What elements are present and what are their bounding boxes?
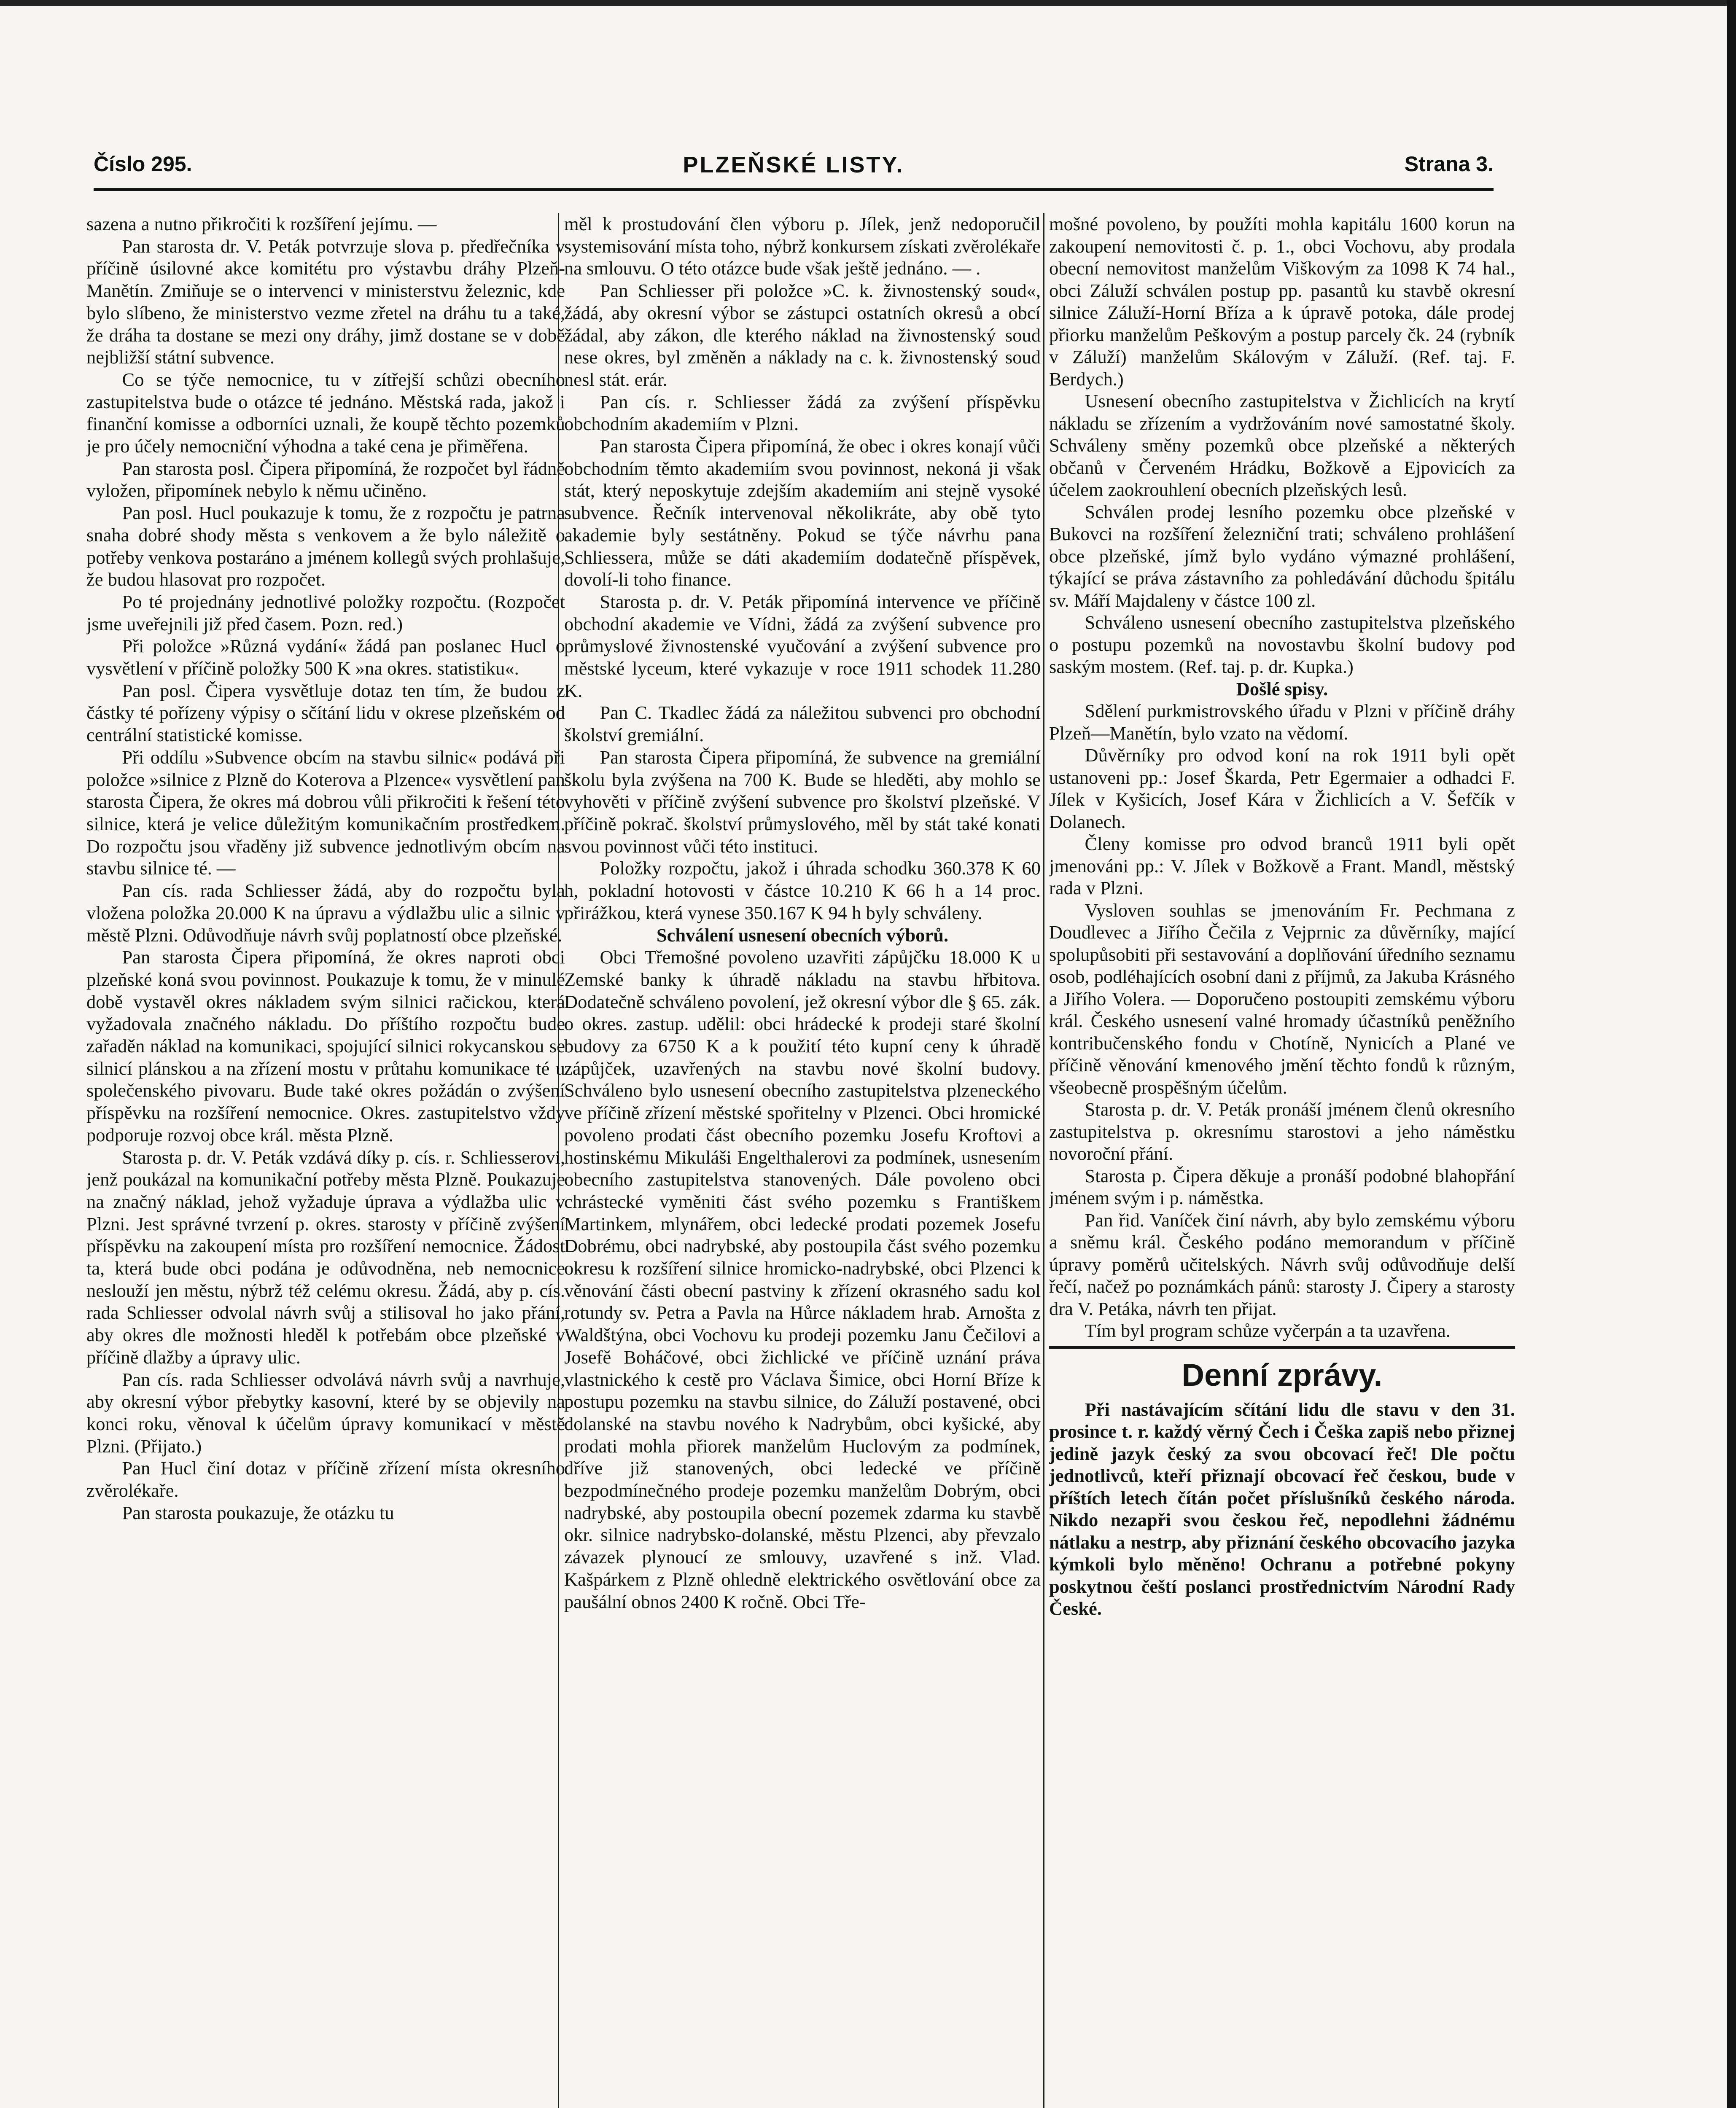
paragraph: Při položce »Různá vydání« žádá pan poslanec Hucl o vysvětlení v příčině položky 500 K »na okres. statistiku«. [86,635,565,679]
paragraph: Pan starosta dr. V. Peták potvrzuje slova p. předřečníka v příčině úsilovné akce komitétu pro výstavbu dráhy Plzeň-Manětín. Zmiňuje se o intervenci v ministerstvu železnic, kde bylo slíbeno, že ministerstvo vezme zřetel na dráhu tu a také, že dráha ta dostane se mezi ony dráhy, jimž dostane se v době nejbližší státní subvence. [86,235,565,368]
paragraph: Starosta p. dr. V. Peták pronáší jménem členů okresního zastupitelstva p. okresnímu starostovi a jeho náměstku novoroční přání. [1049,1099,1515,1164]
news-paragraph: Při nastávajícím sčítání lidu dle stavu v den 31. prosince t. r. každý věrný Čech i Češka zapiš nebo přiznej jedině jazyk český za svou obcovací řeč! Dle počtu jednotlivců, kteří přiznají obcovací řeč českou, bude v příštích letech čítán počet příslušníků českého národa. Nikdo nezapři svou českou řeč, nepodlehni žádnému nátlaku a nestrp, aby přiznání českého obcovacího jazyka kýmkoli bylo měněno! Ochranu a potřebné pokyny poskytnou čeští poslanci prostřednictvím Národní Rady České. [1049,1398,1515,1619]
paragraph: měl k prostudování člen výboru p. Jílek, jenž nedoporučil systemisování místa toho, nýbrž konkursem získati zvěrolékaře na smlouvu. O této otázce bude však ještě jednáno. — . [564,213,1041,279]
paragraph: Pan C. Tkadlec žádá za náležitou subvenci pro obchodní školství gremiální. [564,702,1041,746]
paragraph: Usnesení obecního zastupitelstva v Žichlicích na krytí nákladu se zřízením a vydržováním nové samostatné školy. Schváleny směny pozemků obce plzeňské a některých občanů v Červeném Hrádku, Božkově a Ejpovicích za účelem zaokrouhlení obecních plzeňských lesů. [1049,390,1515,500]
paragraph: sazena a nutno přikročiti k rozšíření jejímu. — [86,213,437,234]
page-number: Strana 3. [1404,152,1494,176]
newspaper-title: PLZEŇSKÉ LISTY. [683,152,904,177]
paragraph: Pan starosta Čipera připomíná, že subvence na gremiální školu byla zvýšena na 700 K. Bude se hleděti, aby mohlo se vyhověti v příčině zvýšení subvence pro školství plzeňské. V příčině pokrač. školství průmyslového, měl by stát také konati svou povinnost vůči této instituci. [564,746,1041,857]
scan-right-edge [1727,0,1736,2108]
column-1 [86,213,565,2108]
column-2 [564,213,1041,2108]
scan-top-edge [0,0,1736,6]
paragraph: Tím byl program schůze vyčerpán a ta uzavřena. [1085,1320,1451,1342]
paragraph: Co se týče nemocnice, tu v zítřejší schůzi obecního zastupitelstva bude o otázce té jednáno. Městská rada, jakož i finanční komisse a odborníci uznali, že koupě těchto pozemků je pro účely nemocniční výhodna a také cena je přiměřena. [86,368,565,457]
paragraph: Členy komisse pro odvod branců 1911 byli opět jmenováni pp.: V. Jílek v Božkově a Frant. Mandl, městský rada v Plzni. [1049,833,1515,899]
column-3 [1049,213,1515,2108]
paragraph: Schválen prodej lesního pozemku obce plzeňské v Bukovci na rozšíření železniční trati; schváleno prohlášení obce plzeňské, jímž bylo vydáno výmazné prohlášení, týkající se práva zástavního za pohledávání důchodu špitálu sv. Máří Majdaleny v částce 100 zl. [1049,501,1515,611]
paragraph: Starosta p. dr. V. Peták připomíná intervence ve příčině obchodní akademie ve Vídni, žádá za zvýšení subvence pro průmyslové živnostenské vyučování a zvýšení subvence pro městské lyceum, které vykazuje v roce 1911 schodek 11.280 K. [564,591,1041,701]
paragraph: Pan řid. Vaníček činí návrh, aby bylo zemskému výboru a sněmu král. Českého podáno memorandum v příčině úpravy poměrů učitelských. Návrh svůj odůvodňuje delší řečí, načež po poznámkách pánů: starosty J. Čipery a starosty dra V. Petáka, návrh ten přijat. [1049,1209,1515,1319]
section-rule [1049,1346,1515,1349]
paragraph: Pan cís. r. Schliesser žádá za zvýšení příspěvku obchodním akademiím v Plzni. [564,391,1041,435]
paragraph: Důvěrníky pro odvod koní na rok 1911 byli opět ustanoveni pp.: Josef Škarda, Petr Egermaier a odhadci F. Jílek v Kyšicích, Josef Kára v Žichlicích a V. Šefčík v Dolanech. [1049,745,1515,832]
paragraph: Vysloven souhlas se jmenováním Fr. Pechmana z Doudlevec a Jiřího Čečila z Vejprnic za důvěrníky, mající spolupůsobiti při sestavování a doplňování úředního seznamu osob, podléhajících osobní dani z příjmů, za Jakuba Krásného a Jiřího Volera. — Doporučeno postoupiti zemskému výboru král. Českého usnesení valné hromady účastníků peněžního kontribučenského fondu v Chotíně, Nynicích a Plané ve příčině věnování kmenového jmění těchto fondů k různým, všeobecně prospěšným účelům. [1049,899,1515,1098]
paragraph: Položky rozpočtu, jakož i úhrada schodku 360.378 K 60 h, pokladní hotovosti v částce 10.210 K 66 h a 14 proc. přirážkou, která vynese 350.167 K 94 h byly schváleny. [564,858,1041,923]
section-heading-denni-zpravy: Denní zprávy. [1182,1357,1383,1393]
page-header [94,152,1494,186]
paragraph: Pan Hucl činí dotaz v příčině zřízení místa okresního zvěrolékaře. [86,1457,565,1501]
section-subheading: Došlé spisy. [1236,678,1328,699]
paragraph: Pan cís. rada Schliesser odvolává návrh svůj a navrhuje, aby okresní výbor přebytky kasovní, které by se objevily na konci roku, věnoval k účelům úpravy komunikací v městě Plzni. (Přijato.) [86,1369,565,1457]
issue-number: Číslo 295. [94,152,192,176]
paragraph: Pan starosta poukazuje, že otázku tu [122,1502,394,1523]
section-subheading: Schválení usnesení obecních výborů. [656,924,949,946]
paragraph: Pan starosta posl. Čipera připomíná, že rozpočet byl řádně vyložen, připomínek nebylo k němu učiněno. [86,457,565,501]
paragraph: mošné povoleno, by použíti mohla kapitálu 1600 korun na zakoupení nemovitosti č. p. 1., obci Vochovu, aby prodala obecní nemovitost manželům Viškovým za 1098 K 74 hal., obci Záluží schválen postup pp. pasantů ku stavbě okresní silnice Záluží-Horní Bříza a k úpravě potoka, dále prodej přiorku manželům Peškovým a postup parcely čk. 24 (rybník v Záluží) manželům Skálovým v Záluží. (Ref. taj. F. Berdych.) [1049,213,1515,390]
paragraph: Po té projednány jednotlivé položky rozpočtu. (Rozpočet jsme uveřejnili již před časem. Pozn. red.) [86,591,565,635]
paragraph: Při oddílu »Subvence obcím na stavbu silnic« podává při položce »silnice z Plzně do Koterova a Plzence« vysvětlení pan starosta Čipera, že okres má dobrou vůli přikročiti k řešení této silnice, která je velice důležitým komunikačním prostředkem. Do rozpočtu jsou vřaděny již subvence jednotlivým obcím na stavbu silnice té. — [86,746,565,879]
paragraph: Pan posl. Čipera vysvětluje dotaz ten tím, že budou z částky té pořízeny výpisy o sčítání lidu v okrese plzeňském od centrální statistické komisse. [86,680,565,746]
header-rule [94,188,1494,191]
paragraph: Pan starosta Čipera připomíná, že okres naproti obci plzeňské koná svou povinnost. Poukazuje k tomu, že v minulé době vystavěl okres nákladem svým silnici račickou, která vyžadovala značného nákladu. Do příštího rozpočtu bude zařaděn náklad na komunikaci, spojující silnici rokycanskou se silnicí plánskou a na zřízení mostu v průtahu komunikace té u společenského pivovaru. Bude také okres požádán o zvýšení příspěvku na rozšíření nemocnice. Okres. zastupitelstvo vždy podporuje rozvoj obce král. města Plzně. [86,946,565,1145]
paragraph: Schváleno usnesení obecního zastupitelstva plzeňského o postupu pozemků na novostavbu školní budovy pod saským mostem. (Ref. taj. p. dr. Kupka.) [1049,612,1515,677]
paragraph: Pan Schliesser při položce »C. k. živnostenský soud«, žádá, aby okresní výbor se zástupci ostatních okresů a obcí žádal, aby zákon, dle kterého náklad na živnostenský soud nese okres, byl změněn a náklady na c. k. živnostenský soud nesl stát. erár. [564,280,1041,390]
paragraph: Starosta p. Čipera děkuje a pronáší podobné blahopřání jménem svým i p. náměstka. [1049,1165,1515,1209]
paragraph: Pan starosta Čipera připomíná, že obec i okres konají vůči obchodním těmto akademiím svou povinnost, nekoná ji však stát, který neposkytuje zdejším akademiím ani stejně vysoké subvence. Řečník intervenoval několikráte, aby obě tyto akademie byly sestátněny. Pokud se týče návrhu pana Schliessera, může se dáti akademiím dodatečně příspěvek, dovolí-li toho finance. [564,436,1041,590]
paragraph: Sdělení purkmistrovského úřadu v Plzni v příčině dráhy Plzeň—Manětín, bylo vzato na vědomí. [1049,700,1515,744]
paragraph: Obci Třemošné povoleno uzavřiti zápůjčku 18.000 K u Zemské banky k úhradě nákladu na stavbu hřbitova. Dodatečně schváleno povolení, jež okresní výbor dle § 65. zák. o okres. zastup. udělil: obci hrádecké k prodeji staré školní budovy za 6750 K a k použití této kupní ceny k úhradě zápůjček, uzavřených na stavbu nové školní budovy. Schváleno bylo usnesení obecního zastupitelstva plzeneckého ve příčině zřízení městské spořitelny v Plzenci. Obci hromické povoleno prodati část obecního pozemku Josefu Kroftovi a hostinskému Mikuláši Engelthalerovi za podmínek, usnesením obecního zastupitelstva stanovených. Dále povoleno obci chrástecké vyměniti část svého pozemku s Františkem Martinkem, mlynářem, obci ledecké prodati pozemek Josefu Dobrému, obci nadrybské, aby postoupila část svého pozemku okresu k rozšíření silnice hromicko-nadrybské, obci Plzenci k věnování části obecní pastviny k zřízení okrasného sadu kol rotundy sv. Petra a Pavla na Hůrce nákladem hrab. Arnošta z Waldštýna, obci Vochovu ku prodeji pozemku Janu Čečilovi a Josefě Boháčové, obci žichlické ve příčině uznání práva vlastnického k cestě pro Václava Šimice, obci Horní Bříze k postupu pozemku na stavbu silnice, do Záluží postavené, obci dolanské na stavbu nového k Nadrybům, obci kyšické, aby prodati mohla přiorek manželům Huclovým za podmínek, dříve již stanovených, obci ledecké ve příčině bezpodmínečného prodeje pozemku manželům Dobrým, obci nadrybské, aby postoupila obecní pozemek zdarma ku stavbě okr. silnice nadrybsko-dolanské, městu Plzenci, aby převzalo závazek plynoucí ze smlouvy, uzavřené s inž. Vlad. Kašpárkem z Plzně ohledně elektrického osvětlování obce za paušální obnos 2400 K ročně. Obci Tře- [564,946,1041,1612]
paragraph: Starosta p. dr. V. Peták vzdává díky p. cís. r. Schliesserovi, jenž poukázal na komunikační potřeby města Plzně. Poukazuje na značný náklad, jehož vyžaduje úprava a výdlažba ulic v Plzni. Jest správné tvrzení p. okres. starosty v příčině zvýšení příspěvku na zakoupení místa pro rozšíření nemocnice. Žádost ta, která bude obci podána je odůvodněna, neb nemocnice neslouží jen městu, nýbrž též celému okresu. Žádá, aby p. cís. rada Schliesser odvolal návrh svůj a stilisoval ho jako přání, aby okres dle možnosti hleděl k potřebám obce plzeňské v příčině dlažby a úpravy ulic. [86,1146,565,1368]
paragraph: Pan cís. rada Schliesser žádá, aby do rozpočtu byla vložena položka 20.000 K na úpravu a výdlažbu ulic a silnic v městě Plzni. Odůvodňuje návrh svůj poplatností obce plzeňské. [86,880,565,946]
column-divider [1043,213,1044,2108]
paragraph: Pan posl. Hucl poukazuje k tomu, že z rozpočtu je patrna snaha dobré shody města s venkovem a že bylo náležitě o potřeby venkova postaráno a jménem kollegů svých prohlašuje, že budou hlasovat pro rozpočet. [86,502,565,590]
